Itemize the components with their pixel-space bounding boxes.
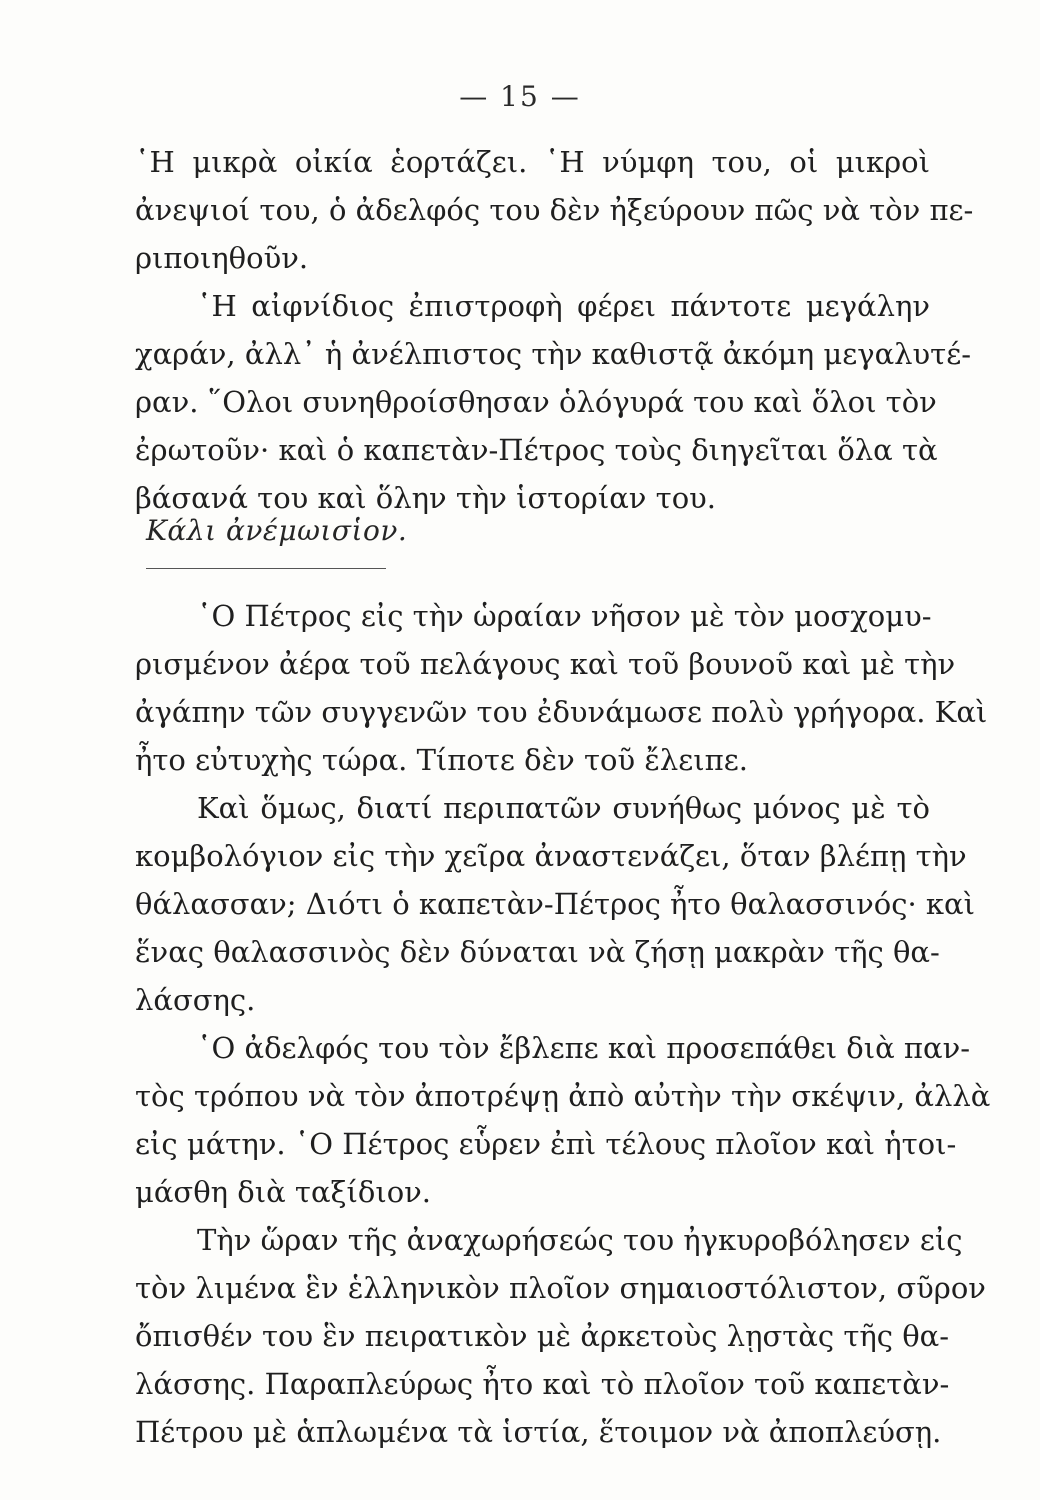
paragraph-block-main bbox=[135, 592, 991, 1456]
text-line: θάλασσαν; Διότι ὁ καπετὰν-Πέτρος ἦτο θαλασσινός· καὶ bbox=[135, 887, 975, 921]
text-line: μάσθη διὰ ταξίδιον. bbox=[135, 1175, 432, 1209]
text-line: λάσσης. Παραπλεύρως ἦτο καὶ τὸ πλοῖον τοῦ καπετὰν- bbox=[135, 1367, 950, 1401]
text-line: ῾Ο Πέτρος εἰς τὴν ὡραίαν νῆσον μὲ τὸν μοσχομυ- bbox=[197, 599, 932, 633]
text-line: λάσσης. bbox=[135, 983, 256, 1017]
page-number: — 15 — bbox=[459, 80, 581, 113]
heading-underline bbox=[146, 568, 386, 569]
text-line: ῾Ο ἀδελφός του τὸν ἔβλεπε καὶ προσεπάθει διὰ παν- bbox=[197, 1031, 971, 1065]
text-line: ριποιηθοῦν. bbox=[135, 241, 309, 275]
text-line: βάσανά του καὶ ὅλην τὴν ἱστορίαν του. bbox=[135, 481, 717, 515]
text-line: Καὶ ὅμως, διατί περιπατῶν συνήθως μόνος μὲ τὸ bbox=[197, 791, 930, 825]
text-line: ρισμένον ἀέρα τοῦ πελάγους καὶ τοῦ βουνοῦ καὶ μὲ τὴν bbox=[135, 647, 956, 681]
text-line: ἐρωτοῦν· καὶ ὁ καπετὰν-Πέτρος τοὺς διηγεῖται ὅλα τὰ bbox=[135, 433, 938, 467]
text-line: κομβολόγιον εἰς τὴν χεῖρα ἀναστενάζει, ὅταν βλέπῃ τὴν bbox=[135, 839, 967, 873]
text-line: ἦτο εὐτυχὴς τώρα. Τίποτε δὲν τοῦ ἔλειπε. bbox=[135, 743, 748, 777]
text-line: ῾Η αἰφνίδιος ἐπιστροφὴ φέρει πάντοτε μεγάλην bbox=[197, 289, 930, 323]
paragraph-block-intro bbox=[135, 138, 974, 522]
text-line: χαράν, ἀλλ᾽ ἡ ἀνέλπιστος τὴν καθιστᾷ ἀκόμη μεγαλυτέ- bbox=[135, 337, 972, 371]
text-line: τὸν λιμένα ἓν ἑλληνικὸν πλοῖον σημαιοστόλιστον, σῦρον bbox=[135, 1271, 986, 1305]
text-line: ἀγάπην τῶν συγγενῶν του ἐδυνάμωσε πολὺ γρήγορα. Καὶ bbox=[135, 695, 988, 729]
text-line: ῾Η μικρὰ οἰκία ἑορτάζει. ῾Η νύμφη του, οἱ μικροὶ bbox=[135, 145, 930, 179]
text-line: ὄπισθέν του ἓν πειρατικὸν μὲ ἀρκετοὺς λῃστὰς τῆς θα- bbox=[135, 1319, 950, 1353]
text-line: εἰς μάτην. ῾Ο Πέτρος εὗρεν ἐπὶ τέλους πλοῖον καὶ ἡτοι- bbox=[135, 1127, 957, 1161]
text-line: ραν. ῞Ολοι συνηθροίσθησαν ὁλόγυρά του καὶ ὅλοι τὸν bbox=[135, 385, 937, 419]
text-line: Πέτρου μὲ ἁπλωμένα τὰ ἱστία, ἕτοιμον νὰ ἀποπλεύσῃ. bbox=[135, 1415, 942, 1449]
section-heading: Κάλι ἀνέμωισἱον. bbox=[146, 514, 408, 547]
text-line: ἕνας θαλασσινὸς δὲν δύναται νὰ ζήσῃ μακρὰν τῆς θα- bbox=[135, 935, 940, 969]
text-line: Τὴν ὥραν τῆς ἀναχωρήσεώς του ἠγκυροβόλησεν εἰς bbox=[197, 1223, 963, 1257]
text-line: ἀνεψιοί του, ὁ ἀδελφός του δὲν ἠξεύρουν πῶς νὰ τὸν πε- bbox=[135, 193, 974, 227]
text-line: τὸς τρόπου νὰ τὸν ἀποτρέψῃ ἀπὸ αὐτὴν τὴν σκέψιν, ἀλλὰ bbox=[135, 1079, 991, 1113]
